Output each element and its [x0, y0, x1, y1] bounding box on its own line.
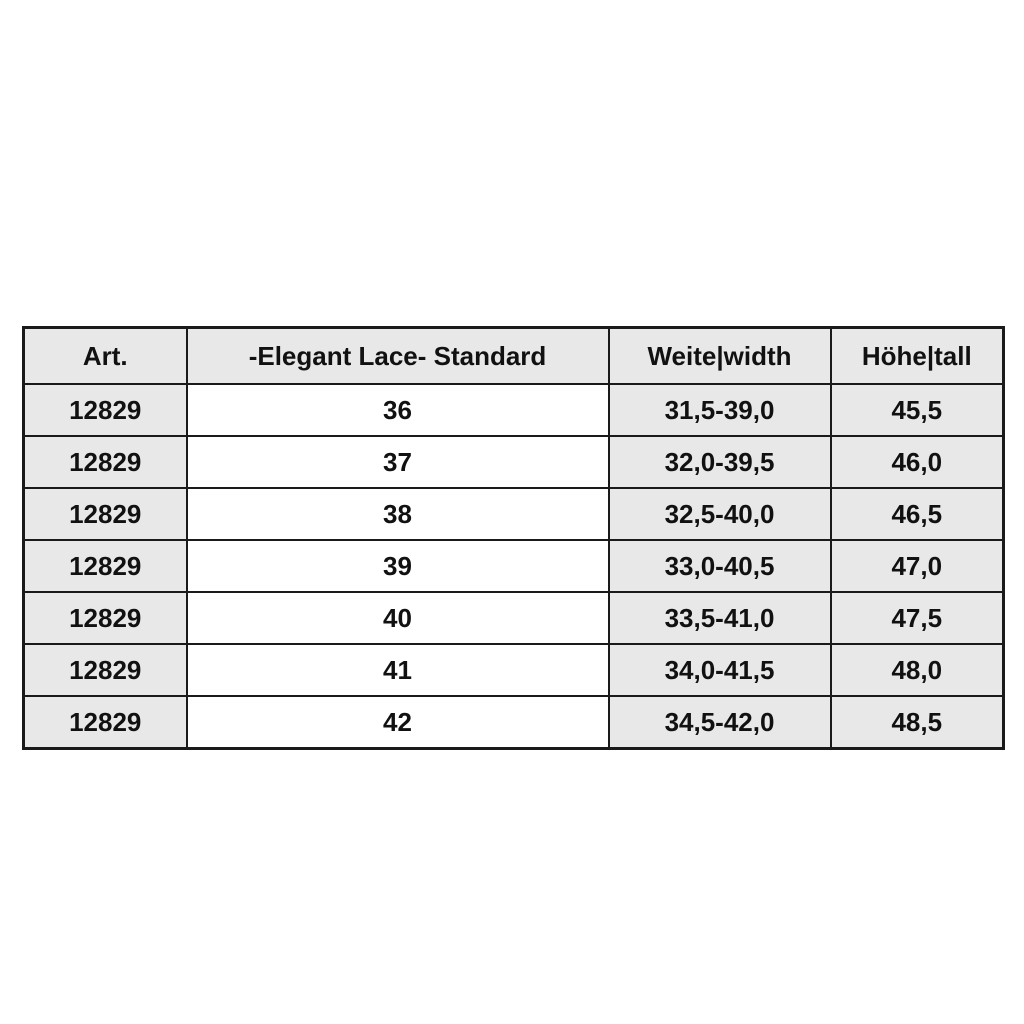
- table-header-row: [24, 328, 1004, 385]
- cell-art: 12829: [24, 696, 187, 749]
- cell-width: 32,0-39,5: [609, 436, 831, 488]
- table-row: [24, 540, 1004, 592]
- cell-width: 32,5-40,0: [609, 488, 831, 540]
- cell-art: 12829: [24, 384, 187, 436]
- cell-height: 46,5: [831, 488, 1004, 540]
- cell-width: 34,5-42,0: [609, 696, 831, 749]
- cell-model: 39: [187, 540, 609, 592]
- cell-art: 12829: [24, 592, 187, 644]
- cell-model: 38: [187, 488, 609, 540]
- table-row: [24, 592, 1004, 644]
- table-row: [24, 696, 1004, 749]
- size-chart-container: [22, 326, 1002, 750]
- table-header: [24, 328, 1004, 385]
- table-row: [24, 488, 1004, 540]
- cell-art: 12829: [24, 488, 187, 540]
- size-chart-table: [22, 326, 1005, 750]
- column-header-width: Weite|width: [609, 328, 831, 385]
- table-body: [24, 384, 1004, 749]
- cell-art: 12829: [24, 644, 187, 696]
- cell-model: 42: [187, 696, 609, 749]
- cell-model: 41: [187, 644, 609, 696]
- column-header-model: -Elegant Lace- Standard: [187, 328, 609, 385]
- cell-width: 33,5-41,0: [609, 592, 831, 644]
- cell-height: 47,0: [831, 540, 1004, 592]
- column-header-art: Art.: [24, 328, 187, 385]
- cell-height: 48,0: [831, 644, 1004, 696]
- table-row: [24, 436, 1004, 488]
- cell-width: 33,0-40,5: [609, 540, 831, 592]
- cell-model: 37: [187, 436, 609, 488]
- cell-height: 47,5: [831, 592, 1004, 644]
- cell-art: 12829: [24, 436, 187, 488]
- table-row: [24, 384, 1004, 436]
- cell-model: 36: [187, 384, 609, 436]
- cell-height: 45,5: [831, 384, 1004, 436]
- table-row: [24, 644, 1004, 696]
- cell-model: 40: [187, 592, 609, 644]
- cell-height: 46,0: [831, 436, 1004, 488]
- cell-width: 31,5-39,0: [609, 384, 831, 436]
- column-header-height: Höhe|tall: [831, 328, 1004, 385]
- cell-height: 48,5: [831, 696, 1004, 749]
- cell-width: 34,0-41,5: [609, 644, 831, 696]
- cell-art: 12829: [24, 540, 187, 592]
